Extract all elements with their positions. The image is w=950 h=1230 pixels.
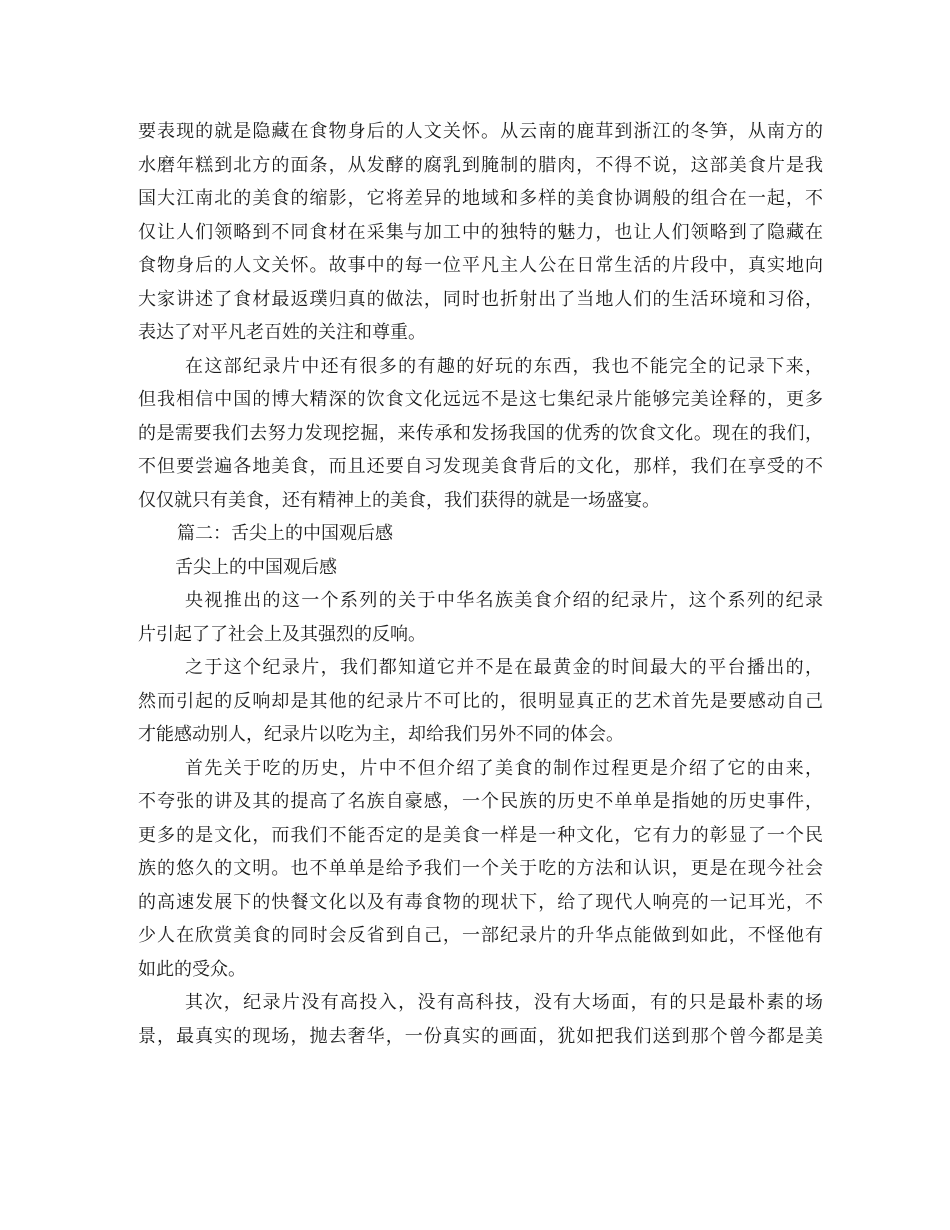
text-line: 如此的受众。 <box>138 958 246 980</box>
text-line: 大家讲述了食材最返璞归真的做法，同时也折射出了当地人们的生活环境和习俗， <box>138 288 823 310</box>
text-line: 更多的是文化，而我们不能否定的是美食一样是一种文化，它有力的彰显了一个民 <box>138 824 823 846</box>
text-line: 其次，纪录片没有高投入，没有高科技，没有大场面，有的只是最朴素的场 <box>185 992 823 1013</box>
text-line: 片引起了了社会上及其强烈的反响。 <box>138 623 426 645</box>
text-line: 少人在欣赏美食的同时会反省到自己，一部纪录片的升华点能做到如此，不怪他有 <box>138 925 823 946</box>
section-heading: 篇二：舌尖上的中国观后感 <box>177 523 393 544</box>
document-body <box>138 115 823 1053</box>
text-line: 要表现的就是隐藏在食物身后的人文关怀。从云南的鹿茸到浙江的冬笋，从南方的 <box>138 121 823 142</box>
text-line: 表达了对平凡老百姓的关注和尊重。 <box>138 322 426 343</box>
text-line: 之于这个纪录片，我们都知道它并不是在最黄金的时间最大的平台播出的， <box>185 657 823 678</box>
article-title: 舌尖上的中国观后感 <box>175 556 337 578</box>
text-line: 然而引起的反响却是其他的纪录片不可比的，很明显真正的艺术首先是要感动自己 <box>138 690 823 712</box>
text-line: 首先关于吃的历史，片中不但介绍了美食的制作过程更是介绍了它的由来， <box>185 757 823 779</box>
text-line: 不但要尝遍各地美食，而且还要自习发现美食背后的文化，那样，我们在享受的不 <box>138 456 823 477</box>
text-line: 央视推出的这一个系列的关于中华名族美食介绍的纪录片，这个系列的纪录 <box>185 590 823 611</box>
text-line: 的高速发展下的快餐文化以及有毒食物的现状下，给了现代人响亮的一记耳光，不 <box>138 891 823 913</box>
text-line: 景，最真实的现场，抛去奢华，一份真实的画面，犹如把我们送到那个曾今都是美 <box>138 1025 823 1047</box>
text-line: 仅仅就只有美食，还有精神上的美食，我们获得的就是一场盛宴。 <box>138 489 660 511</box>
text-line: 国大江南北的美食的缩影，它将差异的地域和多样的美食协调般的组合在一起，不 <box>138 188 823 209</box>
text-line: 食物身后的人文关怀。故事中的每一位平凡主人公在日常生活的片段中，真实地向 <box>138 255 823 276</box>
text-line: 的是需要我们去努力发现挖掘，来传承和发扬我国的优秀的饮食文化。现在的我们， <box>138 422 823 444</box>
text-line: 水磨年糕到北方的面条，从发酵的腐乳到腌制的腊肉，不得不说，这部美食片是我 <box>138 154 823 176</box>
text-line: 不夸张的讲及其的提高了名族自豪感，一个民族的历史不单单是指她的历史事件， <box>138 791 823 812</box>
text-line: 但我相信中国的博大精深的饮食文化远远不是这七集纪录片能够完美诠释的，更多 <box>138 389 823 410</box>
text-line: 族的悠久的文明。也不单单是给予我们一个关于吃的方法和认识，更是在现今社会 <box>138 858 823 879</box>
text-line: 在这部纪录片中还有很多的有趣的好玩的东西，我也不能完全的记录下来， <box>185 355 823 377</box>
text-line: 仅让人们领略到不同食材在采集与加工中的独特的魅力，也让人们领略到了隐藏在 <box>138 221 823 243</box>
text-line: 才能感动别人，纪录片以吃为主，却给我们另外不同的体会。 <box>138 724 624 745</box>
